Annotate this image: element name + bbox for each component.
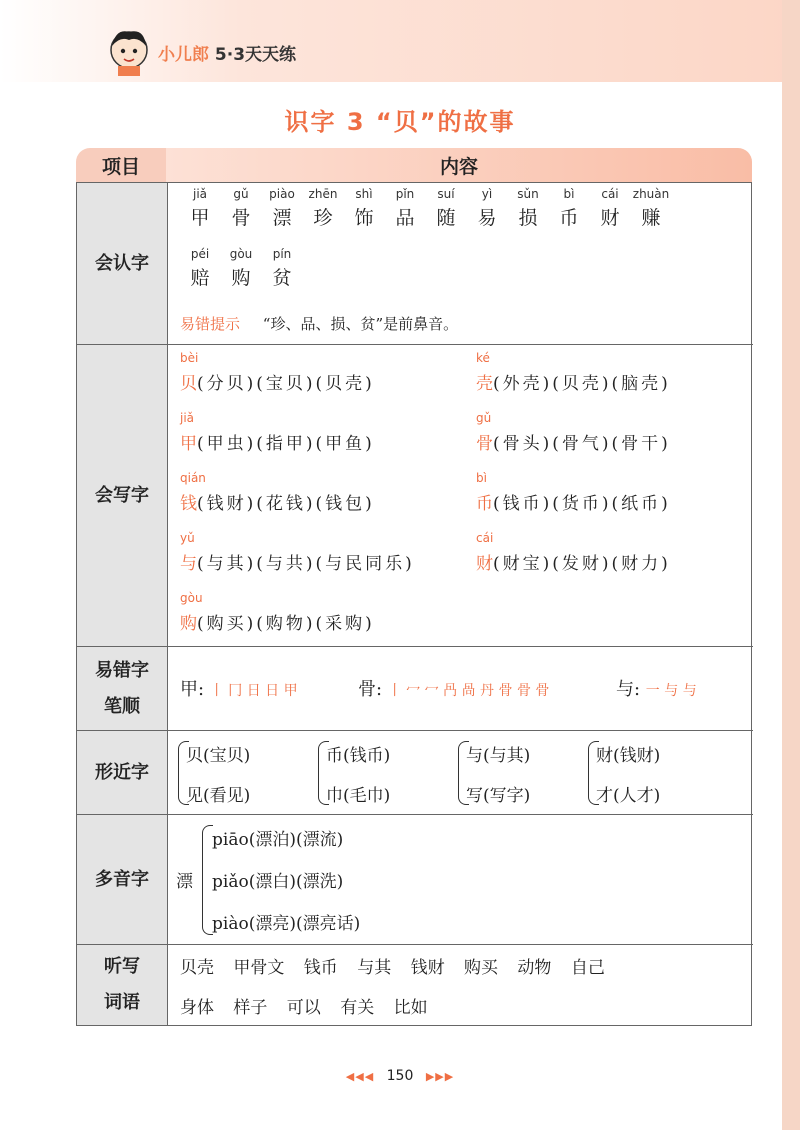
stroke-item: 甲: 丨 冂 日 日 甲 [180, 679, 298, 700]
pinyin: gòu [229, 247, 253, 261]
polyphone-char: 漂 [176, 872, 193, 892]
strokes-label-2: 笔顺 [104, 695, 140, 717]
polyphone-reading: piǎo(漂白)(漂洗) [212, 872, 344, 892]
mascot-icon [104, 26, 154, 78]
row-label-recognize: 会认字 [77, 183, 167, 345]
header-col-content: 内容 [166, 148, 752, 182]
write-item [476, 351, 671, 394]
hanzi: 财 [600, 207, 620, 229]
polyphone-reading: piāo(漂泊)(漂流) [212, 830, 344, 850]
row-label-strokes [77, 647, 167, 731]
write-pinyin: qián [180, 471, 206, 485]
write-words: (外壳)(贝壳)(脑壳) [493, 374, 671, 394]
stroke-seq: 丨 冂 日 日 甲 [209, 683, 298, 699]
write-char: 与 [180, 554, 197, 574]
similar-word: 币(钱币) [326, 746, 391, 766]
write-words: (与其)(与共)(与民同乐) [197, 554, 415, 574]
header-col-item: 项目 [76, 148, 166, 182]
stroke-char: 骨 [358, 679, 376, 700]
stroke-item: 骨: 丨 冖 冖 冎 咼 丹 骨 骨 骨 [358, 679, 550, 700]
tip [180, 313, 458, 334]
write-char: 壳 [476, 374, 493, 394]
row-write [167, 345, 753, 647]
page-footer [0, 1068, 800, 1084]
row-label-write: 会写字 [77, 345, 167, 647]
pinyin: pǐn [395, 187, 415, 201]
pinyin: zhēn [308, 187, 338, 201]
hanzi: 损 [518, 207, 538, 229]
write-char: 骨 [476, 434, 493, 454]
brand-series: 5·3天天练 [214, 44, 297, 65]
table-header [76, 148, 752, 182]
hanzi: 赔 [190, 267, 210, 289]
write-item [180, 351, 375, 394]
hanzi: 饰 [354, 207, 374, 229]
write-pinyin: yǔ [180, 531, 195, 545]
write-words: (购买)(购物)(采购) [197, 614, 375, 634]
write-item [180, 411, 375, 454]
write-words: (骨头)(骨气)(骨干) [493, 434, 671, 454]
write-item [476, 531, 671, 574]
row-strokes [167, 647, 753, 731]
write-char: 甲 [180, 434, 197, 454]
write-words: (甲虫)(指甲)(甲鱼) [197, 434, 375, 454]
pinyin: piào [269, 187, 295, 201]
pinyin: shì [355, 187, 373, 201]
hanzi: 甲 [190, 207, 210, 229]
polyphone-reading: piào(漂亮)(漂亮话) [212, 914, 361, 934]
brand-name: 小儿郎 [158, 44, 209, 65]
write-char: 币 [476, 494, 493, 514]
hanzi: 珍 [313, 207, 333, 229]
row-label-dictation [77, 945, 167, 1025]
write-item [180, 591, 375, 634]
write-char: 购 [180, 614, 197, 634]
hanzi: 购 [231, 267, 251, 289]
write-pinyin: gòu [180, 591, 203, 605]
pinyin: jiǎ [192, 187, 208, 201]
similar-word: 才(人才) [596, 786, 661, 806]
dictation-label-2: 词语 [104, 992, 140, 1013]
row-recognize [167, 183, 753, 345]
write-pinyin: cái [476, 531, 494, 545]
row-label-similar: 形近字 [77, 731, 167, 815]
stroke-seq: 丨 冖 冖 冎 咼 丹 骨 骨 骨 [387, 683, 550, 699]
write-item [180, 471, 375, 514]
hanzi: 漂 [272, 207, 292, 229]
pinyin: cái [601, 187, 619, 201]
pinyin: suí [437, 187, 455, 201]
pinyin: gǔ [233, 187, 249, 201]
write-char: 贝 [180, 374, 197, 394]
table-body [76, 182, 752, 1026]
write-item [476, 411, 671, 454]
page-edge [782, 0, 800, 1130]
row-dictation [167, 945, 753, 1025]
hanzi: 币 [559, 207, 579, 229]
stroke-item: 与: 一 与 与 [616, 679, 697, 700]
write-char: 财 [476, 554, 493, 574]
tip-label: 易错提示 [180, 315, 241, 333]
write-words: (分贝)(宝贝)(贝壳) [197, 374, 375, 394]
write-pinyin: jiǎ [180, 411, 195, 425]
write-words: (钱财)(花钱)(钱包) [197, 494, 375, 514]
write-words: (钱币)(货币)(纸币) [493, 494, 671, 514]
pinyin: zhuàn [632, 187, 670, 201]
dictation-line-2: 身体 样子 可以 有关 比如 [180, 998, 428, 1018]
write-pinyin: bì [476, 471, 487, 485]
write-words: (财宝)(发财)(财力) [493, 554, 671, 574]
pinyin: pín [272, 247, 292, 261]
strokes-label-1: 易错字 [95, 659, 149, 681]
similar-word: 与(与其) [466, 746, 531, 766]
hanzi: 贫 [272, 267, 292, 289]
next-arrows-icon: ▶▶▶ [425, 1070, 455, 1083]
lesson-table [76, 148, 752, 1026]
prev-arrows-icon: ◀◀◀ [345, 1070, 375, 1083]
brand [104, 26, 296, 78]
row-similar [167, 731, 753, 815]
hanzi: 易 [477, 207, 497, 229]
pinyin: yì [481, 187, 493, 201]
hanzi: 品 [395, 207, 415, 229]
pinyin: péi [190, 247, 210, 261]
hanzi: 随 [436, 207, 456, 229]
row-label-polyphone: 多音字 [77, 815, 167, 945]
write-pinyin: ké [476, 351, 490, 365]
write-pinyin: gǔ [476, 411, 492, 425]
similar-word: 财(钱财) [596, 746, 661, 766]
similar-word: 巾(毛巾) [326, 786, 391, 806]
hanzi: 骨 [231, 207, 251, 229]
row-polyphone [167, 815, 753, 945]
hanzi: 赚 [641, 207, 661, 229]
dictation-line-1: 贝壳 甲骨文 钱币 与其 钱财 购买 动物 自己 [180, 958, 605, 978]
tip-text: “珍、品、损、贫”是前鼻音。 [262, 315, 459, 333]
page-title: 识字 3 “贝”的故事 [284, 108, 516, 136]
write-char: 钱 [180, 494, 197, 514]
similar-word: 贝(宝贝) [186, 746, 251, 766]
dictation-label-1: 听写 [104, 956, 140, 977]
page-number: 150 [386, 1068, 414, 1084]
stroke-seq: 一 与 与 [645, 683, 697, 699]
write-item [476, 471, 671, 514]
stroke-char: 与 [616, 679, 634, 700]
pinyin: sǔn [517, 187, 539, 201]
similar-word: 写(写字) [466, 786, 531, 806]
stroke-char: 甲 [180, 679, 198, 700]
write-pinyin: bèi [180, 351, 199, 365]
write-item [180, 531, 415, 574]
pinyin: bì [563, 187, 575, 201]
similar-word: 见(看见) [186, 786, 251, 806]
